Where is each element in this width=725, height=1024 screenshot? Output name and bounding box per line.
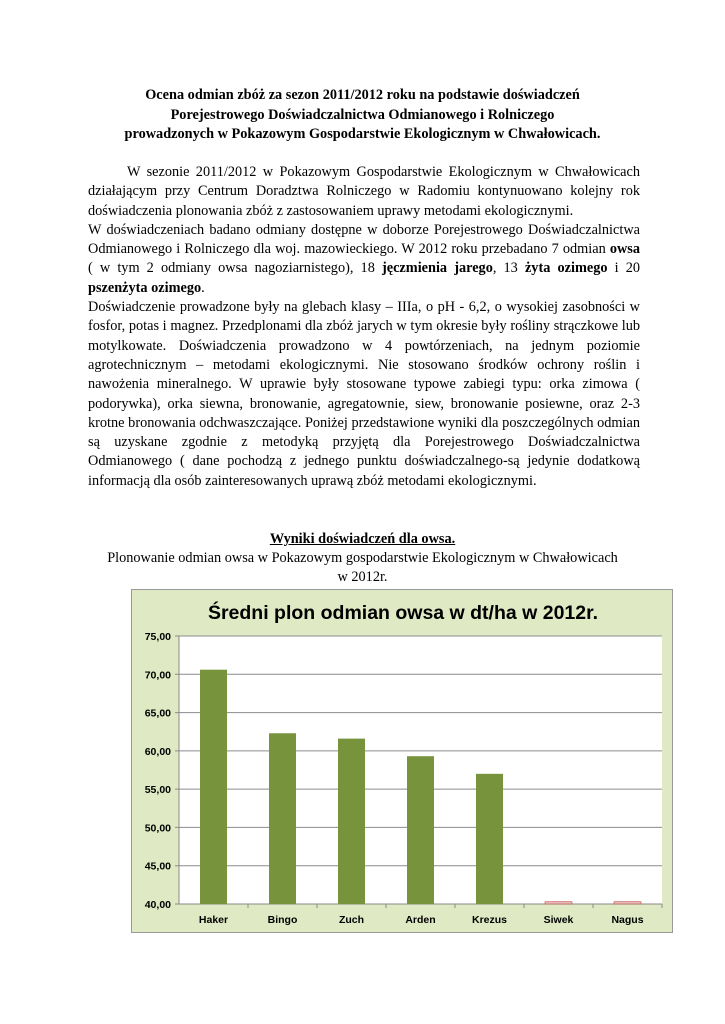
heading-line-1: Ocena odmian zbóż za sezon 2011/2012 roku na podstawie doświadczeń <box>145 87 580 103</box>
section-subtitle-line-2: w 2012r. <box>337 569 388 585</box>
paragraph-varieties-text-c: , 13 <box>492 260 525 277</box>
term-pszenzyta: pszenżyta ozimego <box>88 279 202 296</box>
document-body <box>88 163 640 491</box>
x-tick-label: Zuch <box>338 914 365 926</box>
heading-line-2: Porejestrowego Doświadczalnictwa Odmianowego i Rolniczego <box>170 106 555 123</box>
paragraph-varieties-text-b: ( w tym 2 odmiany owsa nagoziarnistego), 18 <box>88 260 382 277</box>
oat-yield-chart <box>131 589 673 933</box>
x-tick-label: Bingo <box>267 914 298 926</box>
document-heading <box>60 86 665 145</box>
paragraph-intro: W sezonie 2011/2012 w Pokazowym Gospodarstwie Ekologicznym w Chwałowicach działającym przy Centrum Doradztwa Rolniczego w Radomiu kontynuowano kolejny rok doświadczenia plonowania zbóż z zastosowaniem uprawy metodami ekologicznymi. <box>88 164 640 219</box>
bar-siwek <box>545 902 572 904</box>
bar-krezus <box>476 774 503 904</box>
bar-haker <box>200 670 227 904</box>
paragraph-varieties-text-e: . <box>201 279 205 296</box>
term-owsa: owsa <box>609 241 640 258</box>
paragraph-varieties <box>88 221 640 298</box>
bar-bingo <box>269 733 296 904</box>
bar-arden <box>407 756 434 904</box>
x-tick-label: Arden <box>405 914 436 926</box>
term-zyta: żyta ozimego <box>524 260 608 277</box>
section-subtitle <box>60 549 665 587</box>
paragraph-varieties-text-a: W doświadczeniach badano odmiany dostępne w doborze Porejestrowego Doświadczalnictwa Odmianowego i Rolniczego dla woj. mazowieckiego. W 2012 roku przebadano 7 odmian <box>88 221 640 258</box>
chart-title: Średni plon odmian owsa w dt/ha w 2012r. <box>207 602 599 624</box>
y-tick-label: 55,00 <box>144 784 171 797</box>
x-tick-label: Haker <box>198 914 229 926</box>
paragraph-methods: Doświadczenie prowadzone były na glebach klasy – IIIa, o pH - 6,2, o wysokiej zasobności w fosfor, potas i magnez. Przedplonami dla zbóż jarych w tym okresie były rośliny strączkowe lub motylkowate. Doświadczenia prowadzono w 4 powtórzeniach, na jednym poziomie agrotechnicznym – metodami ekologicznymi. Nie stosowano środków ochrony roślin i nawożenia mineralnego. W uprawie były stosowane typowe zabiegi typu: orka zimowa ( podorywka), orka siewna, bronowanie, agregatownie, siew, bronowanie posiewne, oraz 2-3 krotne bronowania odchwaszczające. Poniżej przedstawione wyniki dla poszczególnych odmian są uzyskane zgodnie z metodyką przyjętą dla Porejestrowego Doświadczalnictwa Odmianowego ( dane pochodzą z jednego punktu doświadczalnego-są jedynie dodatkową informacją dla osób zainteresowanych uprawą zbóż metodami ekologicznymi. <box>88 299 640 489</box>
paragraph-varieties-text-d: i 20 <box>607 260 641 277</box>
y-tick-label: 75,00 <box>144 631 171 643</box>
y-tick-label: 50,00 <box>144 822 171 835</box>
bar-zuch <box>338 739 365 904</box>
x-tick-label: Nagus <box>611 914 644 926</box>
y-tick-label: 40,00 <box>144 899 171 911</box>
section-title: Wyniki doświadczeń dla owsa. <box>269 531 456 547</box>
chart-svg <box>132 590 674 934</box>
term-jeczmienia: jęczmienia jarego <box>381 260 493 277</box>
x-tick-label: Krezus <box>471 914 508 926</box>
y-tick-label: 45,00 <box>144 860 171 873</box>
y-tick-label: 60,00 <box>144 745 171 758</box>
section-subtitle-line-1: Plonowanie odmian owsa w Pokazowym gospodarstwie Ekologicznym w Chwałowicach <box>107 550 618 566</box>
bar-nagus <box>614 902 641 904</box>
y-tick-label: 65,00 <box>144 707 171 720</box>
y-tick-label: 70,00 <box>144 669 171 682</box>
x-tick-label: Siwek <box>543 914 574 926</box>
heading-line-3: prowadzonych w Pokazowym Gospodarstwie Ekologicznym w Chwałowicach. <box>124 126 601 142</box>
